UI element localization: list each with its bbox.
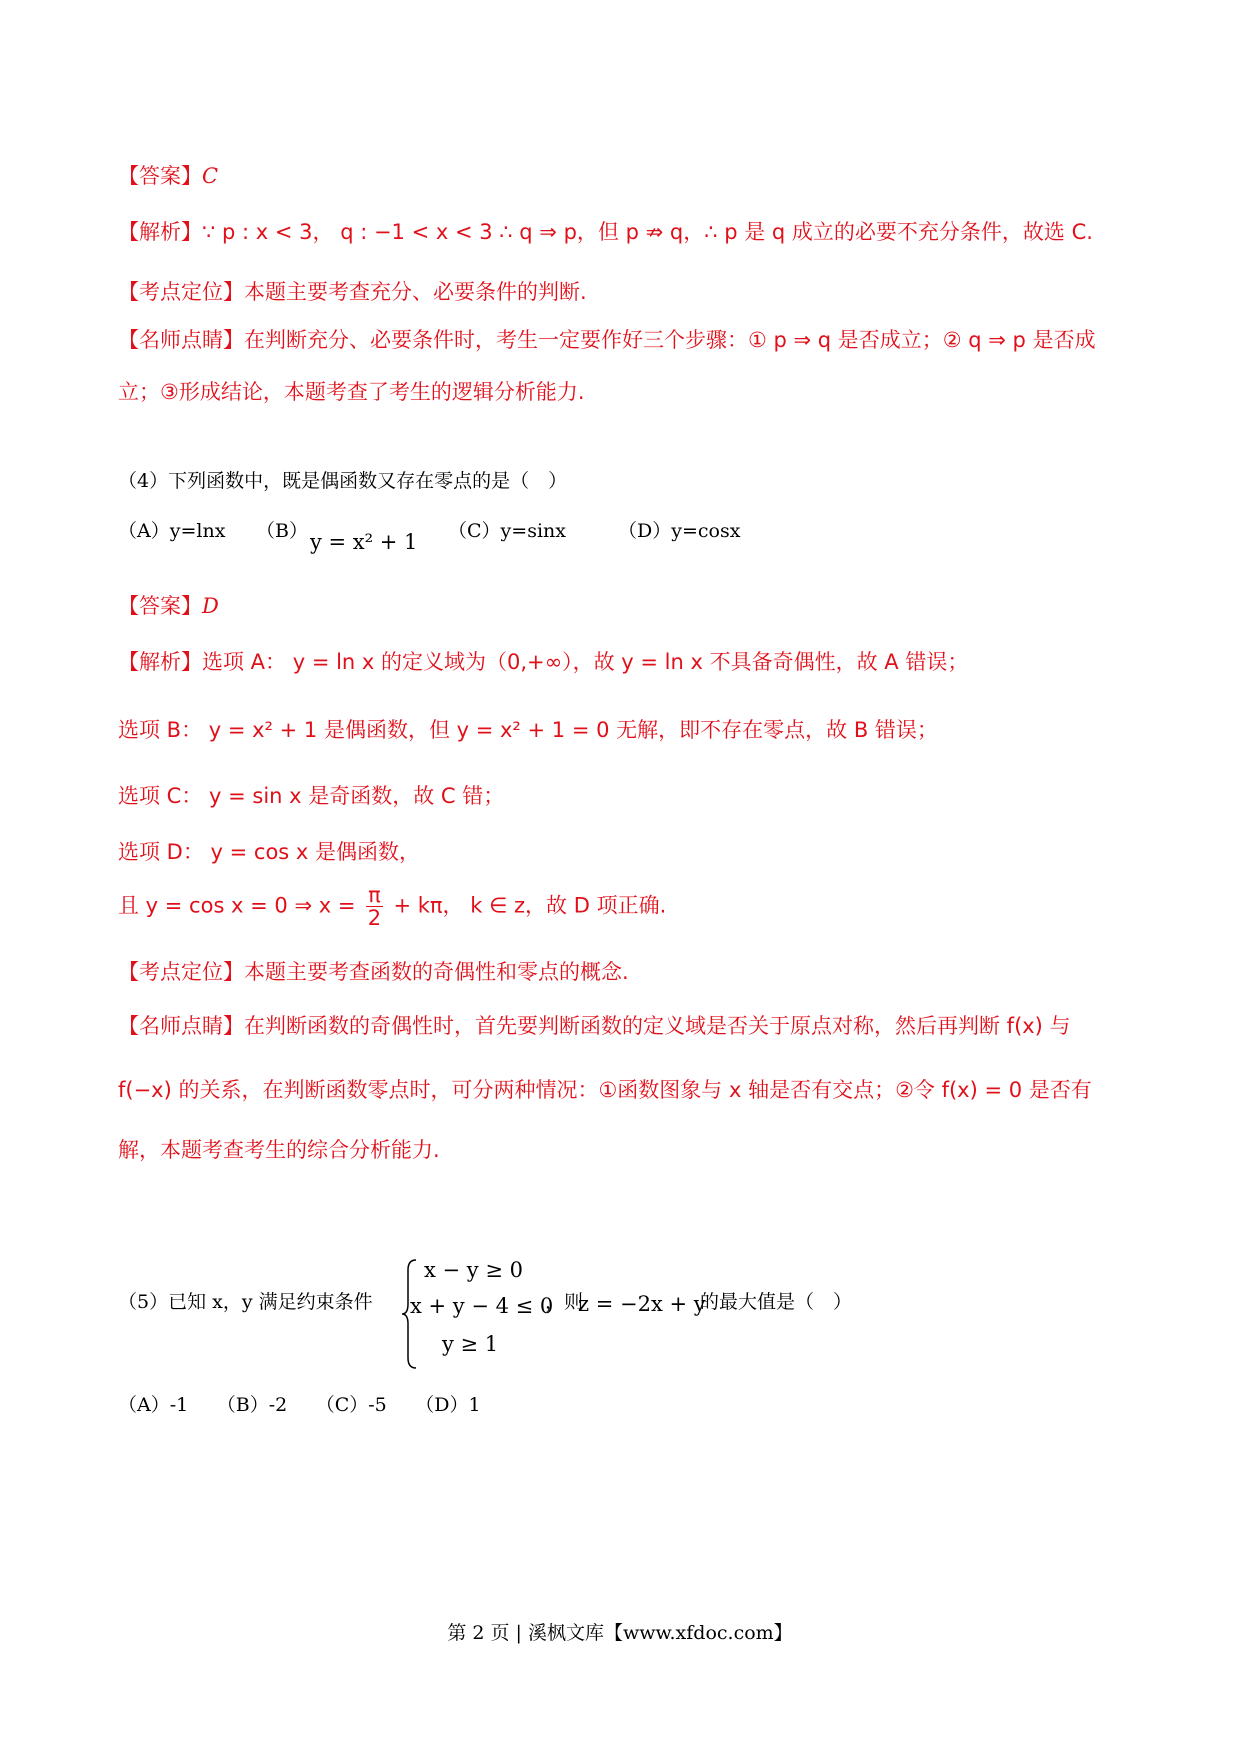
q3-analysis-text: ∵ p : x < 3， q : −1 < x < 3 ∴ q ⇒ p，但 p ⇏ q，∴ p 是 q 成立的必要不充分条件，故选 C.: [202, 220, 1093, 244]
q4-question: （4）下列函数中，既是偶函数又存在零点的是（ ）: [118, 470, 568, 492]
q4-tip-label: 【名师点睛】: [118, 1014, 244, 1038]
q5-constraint-1: x − y ≥ 0: [424, 1258, 523, 1282]
q3-tip-label: 【名师点睛】: [118, 328, 244, 352]
q4-fraction-num: π: [368, 883, 381, 907]
q5-objective: z = −2x + y: [578, 1292, 706, 1316]
q4-focus-label: 【考点定位】: [118, 960, 244, 984]
q4-answer-label: 【答案】: [118, 594, 202, 618]
q4-focus: [118, 956, 629, 986]
q4-analysis-a: [118, 646, 968, 676]
q4-option-a: （A）y=lnx: [118, 520, 226, 542]
q5-question-mid: ，则: [545, 1291, 584, 1313]
page-footer: 第 2 页 | 溪枫文库【www.xfdoc.com】: [447, 1622, 793, 1644]
q5-options: （A）-1 （B）-2 （C）-5 （D）1: [118, 1394, 481, 1416]
q5-question-pre: （5）已知 x，y 满足约束条件: [118, 1291, 373, 1313]
q4-fraction-den: 2: [367, 906, 382, 930]
q4-option-c: （C）y=sinx: [448, 520, 566, 542]
q4-analysis-e: [118, 884, 666, 929]
q3-focus-label: 【考点定位】: [118, 280, 244, 304]
q3-tip-line1: [118, 324, 1096, 354]
q4-fraction: [366, 884, 383, 929]
q4-analysis-a-text: 选项 A： y = ln x 的定义域为（0,+∞），故 y = ln x 不具备奇偶性，故 A 错误；: [202, 650, 969, 674]
q3-tip-line2: 立；③形成结论，本题考查了考生的逻辑分析能力.: [118, 380, 585, 404]
q4-analysis-e-pre: 且 y = cos x = 0 ⇒ x =: [118, 893, 356, 918]
q4-option-b-formula: y = x² + 1: [310, 530, 418, 554]
q4-analysis-b: 选项 B： y = x² + 1 是偶函数，但 y = x² + 1 = 0 无解，即不存在零点，故 B 错误；: [118, 718, 938, 742]
q5-constraint-3: y ≥ 1: [442, 1332, 499, 1356]
q4-analysis-label: 【解析】: [118, 650, 202, 674]
q4-analysis-d: 选项 D： y = cos x 是偶函数，: [118, 840, 421, 864]
q4-tip-line3: 解，本题考查考生的综合分析能力.: [118, 1138, 440, 1162]
q3-answer: [118, 160, 218, 190]
q3-tip-text1: 在判断充分、必要条件时，考生一定要作好三个步骤：① p ⇒ q 是否成立；② q ⇒ p 是否成: [244, 328, 1096, 352]
q4-answer-value: D: [202, 594, 219, 618]
q3-analysis: [118, 216, 1093, 246]
q4-focus-text: 本题主要考查函数的奇偶性和零点的概念.: [244, 960, 629, 984]
q4-tip-line1: [118, 1010, 1071, 1040]
q3-answer-label: 【答案】: [118, 164, 202, 188]
q4-tip-line2: f(−x) 的关系，在判断函数零点时，可分两种情况：①函数图象与 x 轴是否有交点；②令 f(x) = 0 是否有: [118, 1078, 1092, 1102]
q3-answer-value: C: [202, 164, 219, 188]
q3-analysis-label: 【解析】: [118, 220, 202, 244]
q5-constraint-2: x + y − 4 ≤ 0: [410, 1294, 554, 1318]
q3-focus-text: 本题主要考查充分、必要条件的判断.: [244, 280, 587, 304]
q4-answer: [118, 590, 219, 620]
q3-focus: [118, 276, 587, 306]
q4-analysis-e-post: + kπ， k ∈ z，故 D 项正确.: [393, 893, 667, 918]
q5-question-post: 的最大值是（ ）: [700, 1291, 853, 1313]
q4-option-b-label: （B）: [256, 520, 308, 542]
q4-tip-text1: 在判断函数的奇偶性时，首先要判断函数的定义域是否关于原点对称，然后再判断 f(x) 与: [244, 1014, 1071, 1038]
q4-analysis-c: 选项 C： y = sin x 是奇函数，故 C 错；: [118, 784, 505, 808]
q4-option-d: （D）y=cosx: [618, 520, 741, 542]
